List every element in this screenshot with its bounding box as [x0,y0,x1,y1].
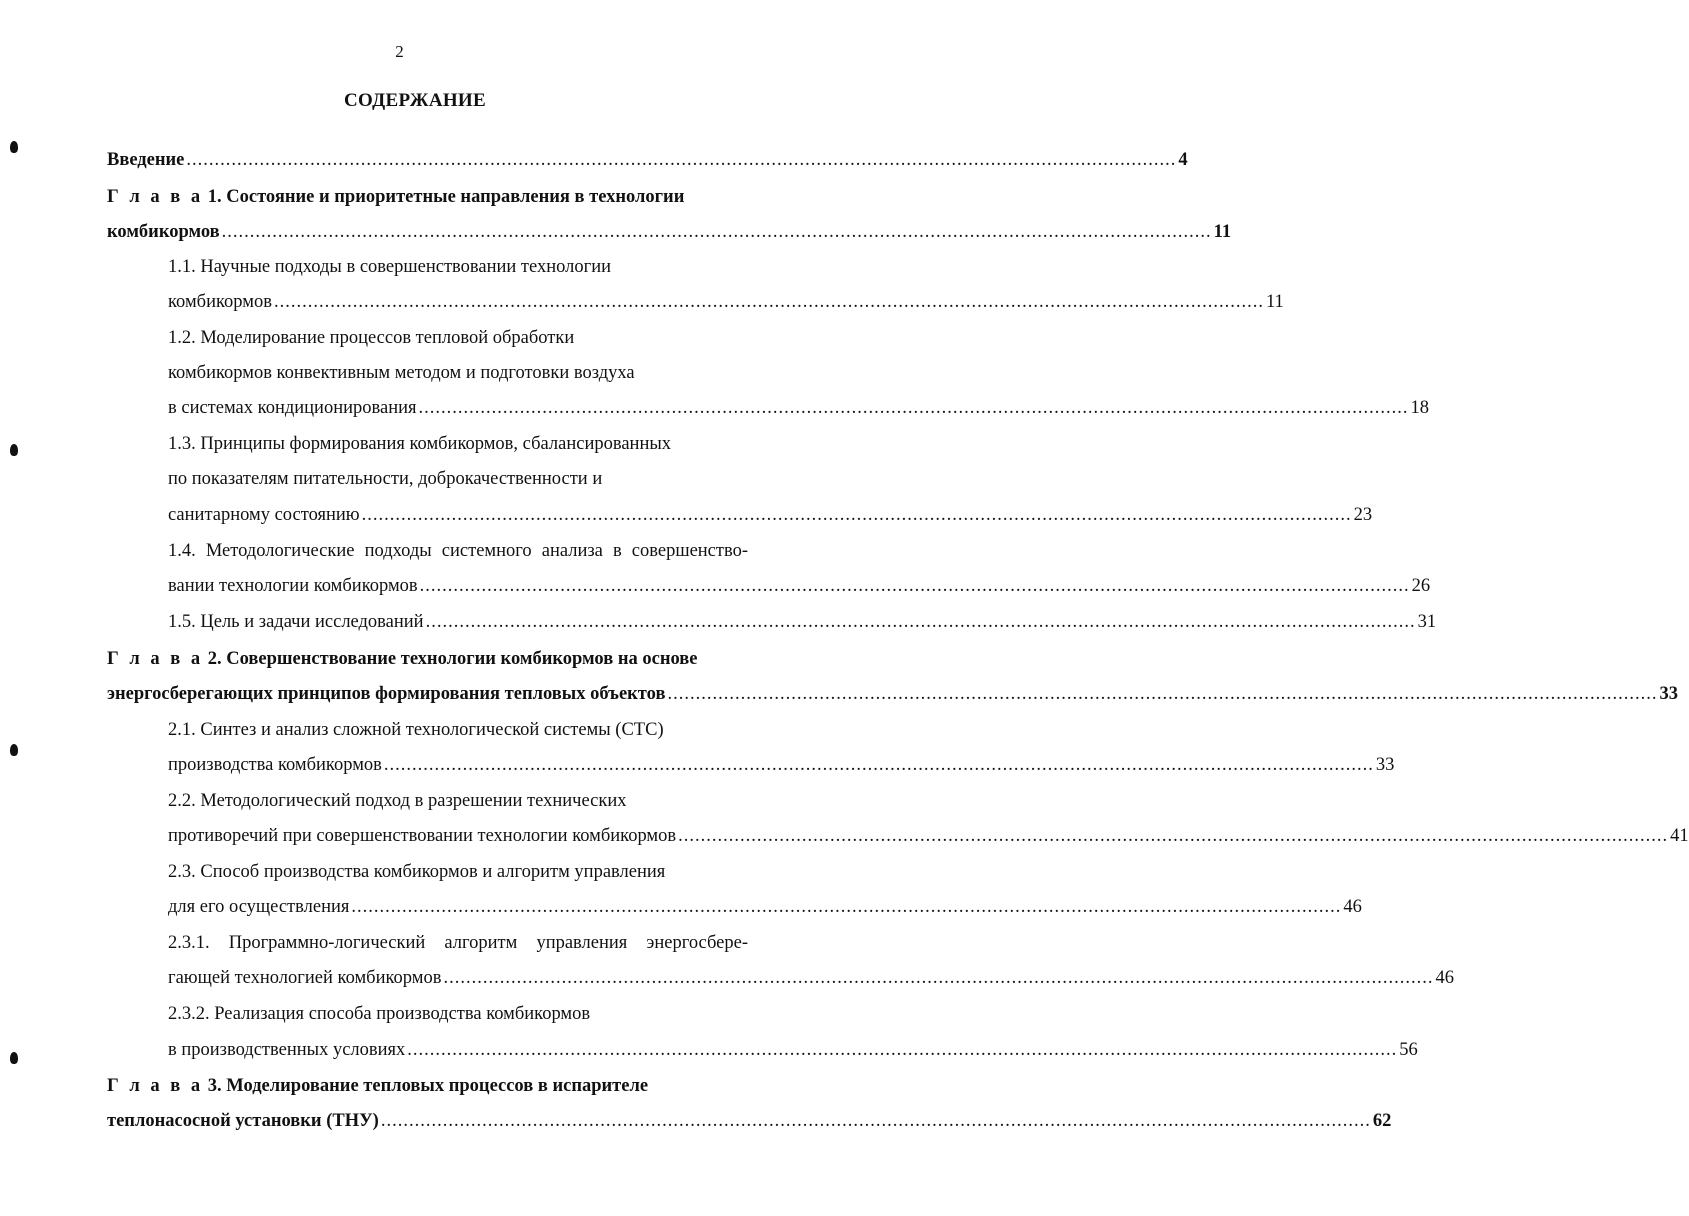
toc-entry-1-1[interactable]: 1.1. Научные подходы в совершенствовании технологии [168,257,612,277]
toc-title: СОДЕРЖАНИЕ [344,90,486,111]
dot-leader: ................................................................................................................................................................................ [418,398,1409,418]
toc-entry-label: Введение [107,150,185,170]
toc-entry-label: 1. Состояние и приоритетные направления в технологии [203,187,685,207]
toc-page-number: 11 [1213,222,1232,242]
toc-entry-1-5[interactable] [168,609,1437,635]
toc-page-number: 46 [1435,968,1454,988]
scan-mark [10,1052,18,1064]
toc-entry-2-3-2-continuation[interactable] [168,1037,1418,1063]
toc-entry-1-4-continuation[interactable] [168,573,1431,599]
toc-entry-label: в системах кондиционирования [168,398,417,418]
toc-entry-label: производства комбикормов [168,755,382,775]
toc-entry-1-2-line2[interactable]: комбикормов конвективным методом и подготовки воздуха [168,363,635,383]
toc-entry-label: 1.5. Цель и задачи исследований [168,612,424,632]
toc-chapter-1-continuation[interactable] [107,219,1232,245]
toc-chapter-2-continuation[interactable] [107,681,1678,707]
toc-entry-2-2-continuation[interactable] [168,823,1689,849]
dot-leader: ................................................................................................................................................................................ [678,826,1669,846]
toc-entry-label: для его осуществления [168,897,350,917]
dot-leader: ................................................................................................................................................................................ [351,897,1342,917]
toc-entry-introduction[interactable] [107,147,1188,173]
toc-page-number: 23 [1353,505,1373,525]
toc-entry-2-3-continuation[interactable] [168,894,1362,920]
dot-leader: ................................................................................................................................................................................ [443,968,1434,988]
toc-entry-label: в производственных условиях [168,1040,406,1060]
toc-page-number: 41 [1670,826,1689,846]
toc-entry-2-3-2[interactable]: 2.3.2. Реализация способа производства комбикормов [168,1004,591,1024]
toc-page-number: 4 [1178,150,1188,170]
toc-entry-1-4[interactable]: 1.4. Методологические подходы системного анализа в совершенство- [168,541,748,561]
toc-entry-label: комбикормов [107,222,220,242]
toc-page-number: 46 [1343,897,1362,917]
toc-entry-label: теплонасосной установки (ТНУ) [107,1111,379,1131]
toc-entry-label: противоречий при совершенствовании технологии комбикормов [168,826,677,846]
toc-entry-1-2[interactable]: 1.2. Моделирование процессов тепловой обработки [168,328,575,348]
toc-entry-1-3-line2[interactable]: по показателям питательности, доброкачественности и [168,469,603,489]
dot-leader: ................................................................................................................................................................................ [221,222,1212,242]
toc-entry-1-1-continuation[interactable] [168,289,1284,315]
scan-mark [10,744,18,756]
toc-page-number: 11 [1265,292,1284,312]
scan-mark [10,141,18,153]
toc-entry-2-3[interactable]: 2.3. Способ производства комбикормов и алгоритм управления [168,862,666,882]
toc-entry-label: энергосберегающих принципов формирования тепловых объектов [107,684,666,704]
toc-page-number: 56 [1399,1040,1418,1060]
toc-entry-2-1-continuation[interactable] [168,752,1395,778]
toc-page-number: 18 [1410,398,1430,418]
toc-entry-2-1[interactable]: 2.1. Синтез и анализ сложной технологической системы (СТС) [168,720,664,740]
chapter-word: Г л а в а [107,187,204,207]
toc-entry-2-2[interactable]: 2.2. Методологический подход в разрешении технических [168,791,627,811]
toc-entry-label: санитарному состоянию [168,505,360,525]
dot-leader: ................................................................................................................................................................................ [380,1111,1371,1131]
toc-page-number: 62 [1372,1111,1392,1131]
toc-entry-label: 2. Совершенствование технологии комбикормов на основе [203,649,698,669]
toc-entry-label: 3. Моделирование тепловых процессов в испарителе [203,1076,649,1096]
dot-leader: ................................................................................................................................................................................ [383,755,1374,775]
toc-entry-2-3-1[interactable]: 2.3.1. Программно-логический алгоритм управления энергосбере- [168,933,748,953]
scan-mark [10,444,18,456]
chapter-word: Г л а в а [107,649,204,669]
toc-chapter-2-heading[interactable] [107,646,748,672]
toc-page-number: 33 [1659,684,1678,704]
toc-chapter-3-heading[interactable] [107,1073,748,1099]
toc-page-number: 31 [1417,612,1437,632]
toc-entry-1-3[interactable]: 1.3. Принципы формирования комбикормов, сбалансированных [168,434,672,454]
toc-entry-2-3-1-continuation[interactable] [168,965,1454,991]
toc-entry-1-2-continuation[interactable] [168,395,1430,421]
dot-leader: ................................................................................................................................................................................ [425,612,1416,632]
page-number: 2 [395,42,404,61]
toc-page-number: 33 [1375,755,1395,775]
dot-leader: ................................................................................................................................................................................ [361,505,1352,525]
dot-leader: ................................................................................................................................................................................ [419,576,1410,596]
chapter-word: Г л а в а [107,1076,204,1096]
dot-leader: ................................................................................................................................................................................ [273,292,1264,312]
toc-chapter-1-heading[interactable] [107,184,748,210]
dot-leader: ................................................................................................................................................................................ [407,1040,1398,1060]
toc-entry-label: гающей технологией комбикормов [168,968,442,988]
toc-entry-label: комбикормов [168,292,272,312]
dot-leader: ................................................................................................................................................................................ [186,150,1177,170]
toc-entry-label: вании технологии комбикормов [168,576,418,596]
toc-page-number: 26 [1411,576,1431,596]
toc-entry-1-3-continuation[interactable] [168,502,1373,528]
dot-leader: ................................................................................................................................................................................ [667,684,1658,704]
toc-chapter-3-continuation[interactable] [107,1108,1392,1134]
